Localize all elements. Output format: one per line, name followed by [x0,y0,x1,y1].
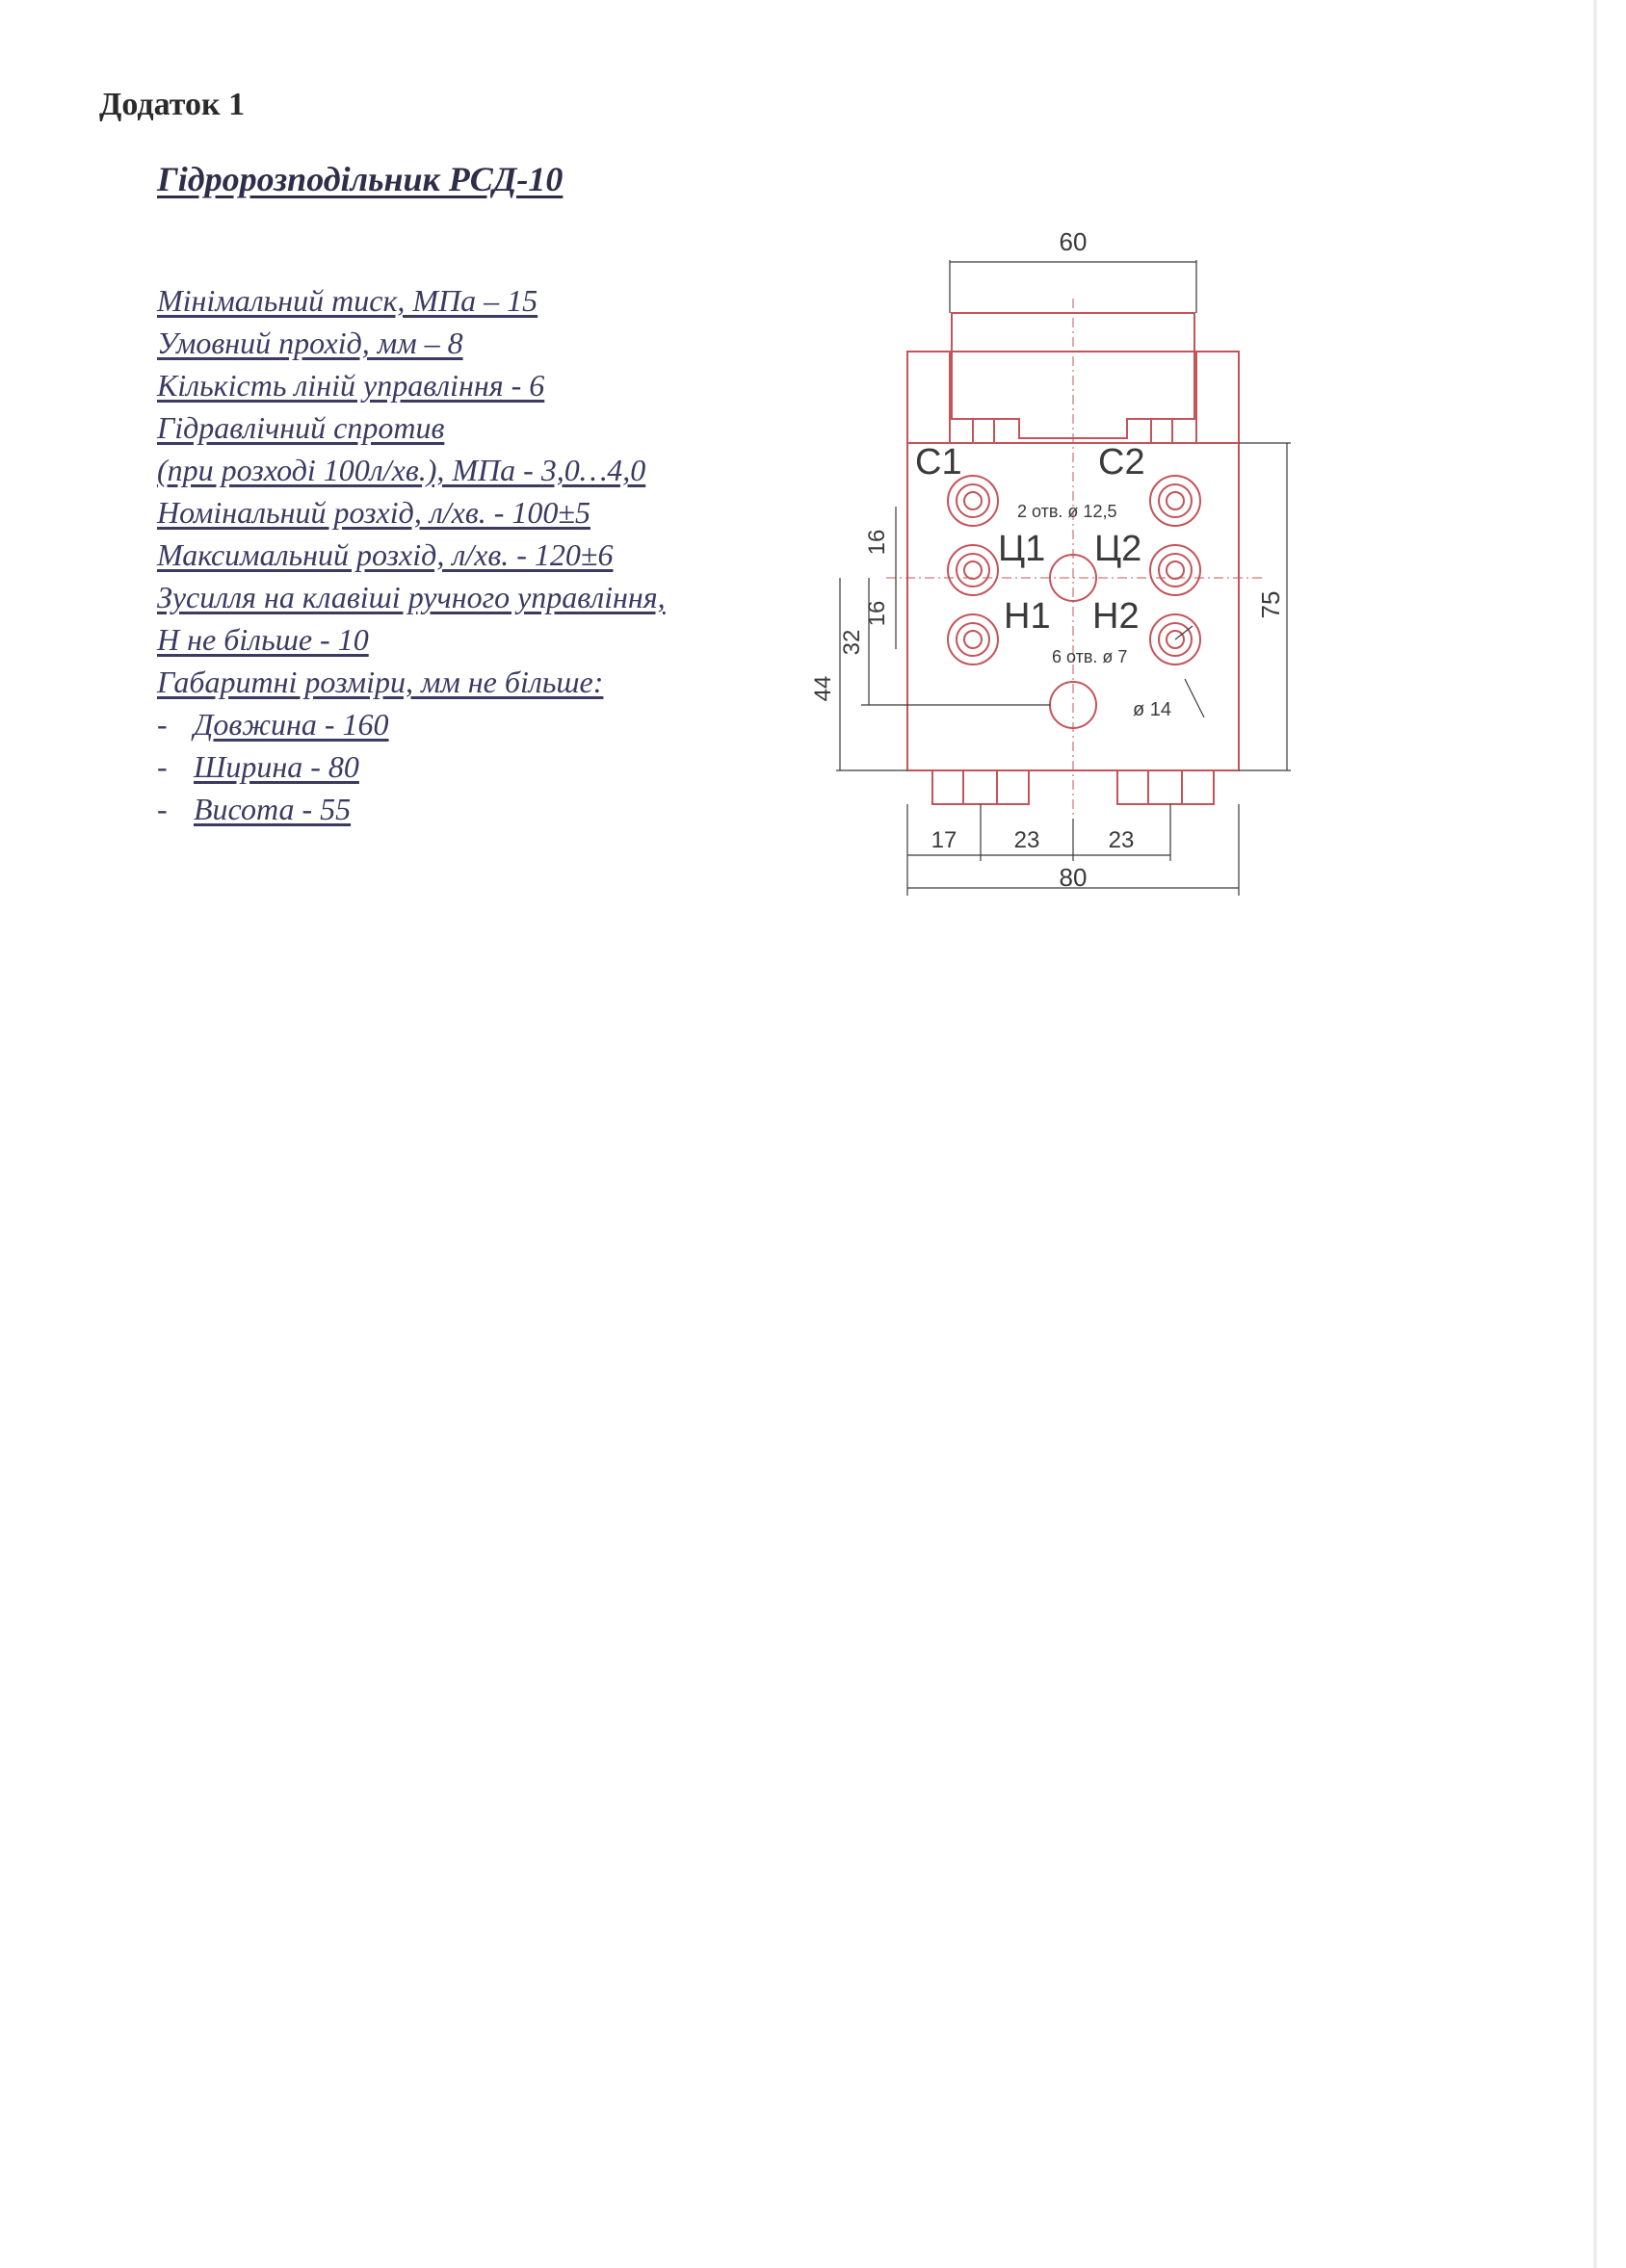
spec-text: (при розході 100л/хв.), МПа - 3,0…4,0 [157,453,646,487]
dim-left-16a: 16 [864,529,890,556]
dim-left-16b: 16 [864,600,890,627]
port-ts1-hole [948,545,998,595]
port-label-ts2: Ц2 [1094,529,1142,569]
bullet-dash: - [157,707,168,742]
spec-line [157,576,774,618]
spec-line [157,788,774,830]
spec-line [157,703,774,745]
spec-text: Висота - 55 [194,792,352,826]
port-label-ts1: Ц1 [998,529,1046,569]
note-holes-12-5: 2 отв. ø 12,5 [1017,502,1117,521]
appendix-heading: Додаток 1 [99,87,246,122]
spec-text: Максимальний розхід, л/хв. - 120±6 [157,537,614,572]
dim-left-44: 44 [810,675,836,702]
port-c2-hole [1150,476,1200,526]
dim-left-32: 32 [839,629,865,656]
spec-line [157,364,774,406]
port-n1-hole [948,614,998,665]
page-edge [1593,0,1597,2268]
spec-text: Кількість ліній управління - 6 [157,368,545,403]
spec-text: Зусилля на клавіші ручного управління, [157,580,666,614]
foot-right [1117,770,1214,804]
right-shoulder [1196,352,1239,443]
port-label-c2: С2 [1098,442,1145,482]
dim-right: 75 [1256,590,1285,619]
spec-text: Гідравлічний спротив [157,410,445,445]
spec-line [157,449,774,491]
bullet-dash: - [157,749,168,784]
spec-line [157,406,774,449]
port-label-n1: Н1 [1004,596,1051,637]
port-c1-hole [948,476,998,526]
spec-text: Довжина - 160 [194,707,389,742]
spec-text: Н не більше - 10 [157,622,369,657]
note-holes-7: 6 отв. ø 7 [1052,647,1128,666]
spec-text: Габаритні розміри, мм не більше: [157,665,604,699]
spec-line [157,618,774,661]
dim-top: 60 [1059,227,1088,256]
port-ts2-hole [1150,545,1200,595]
dim-bottom-80: 80 [1059,863,1088,892]
spec-list [157,279,774,830]
spec-line [157,661,774,703]
device-title: Гідророзподільник РСД-10 [157,160,564,198]
spec-line [157,491,774,534]
port-label-c1: С1 [915,442,962,482]
cap-pin [973,419,994,443]
spec-line [157,279,774,322]
note-dia-14: ø 14 [1133,699,1172,720]
dim-bottom-17: 17 [931,827,957,853]
cap-pin [1151,419,1172,443]
spec-text: Номінальний розхід, л/хв. - 100±5 [157,495,590,530]
spec-line [157,745,774,788]
bullet-dash: - [157,792,168,826]
foot-left [932,770,1029,804]
port-label-n2: Н2 [1092,596,1140,637]
spec-text: Мінімальний тиск, МПа – 15 [157,283,538,318]
spec-line [157,534,774,576]
technical-drawing [809,222,1310,915]
spec-line [157,322,774,364]
left-shoulder [907,352,950,443]
dim-bottom-23a: 23 [1013,827,1040,853]
spec-text: Ширина - 80 [194,749,359,784]
dim-bottom-23b: 23 [1108,827,1135,853]
spec-text: Умовний прохід, мм – 8 [157,326,463,360]
